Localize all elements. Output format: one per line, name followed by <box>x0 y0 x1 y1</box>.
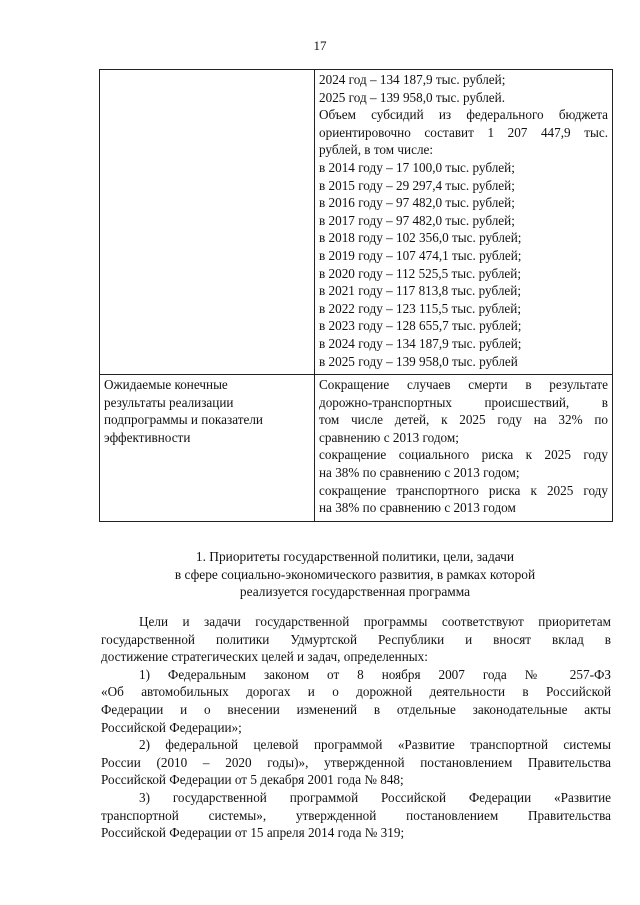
paragraph-line: «Об автомобильных дорогах и о дорожной деятельности в Российской <box>101 684 611 700</box>
table-cell-empty <box>100 70 315 375</box>
paragraph-intro <box>101 613 611 666</box>
paragraph-line: Российской Федерации от 5 декабря 2001 года № 848; <box>101 772 404 788</box>
subsidy-line: рублей, в том числе: <box>319 142 434 158</box>
result-line: Сокращение случаев смерти в результате <box>319 377 608 393</box>
paragraph-line: достижение стратегических целей и задач, определенных: <box>101 649 428 665</box>
year-amount-line: в 2018 году – 102 356,0 тыс. рублей; <box>319 230 522 246</box>
result-line: том числе детей, к 2025 году на 32% по <box>319 412 608 428</box>
result-line: на 38% по сравнению с 2013 годом; <box>319 465 520 481</box>
funding-line: 2024 год – 134 187,9 тыс. рублей; <box>319 72 506 87</box>
paragraph-item-3 <box>101 789 611 842</box>
paragraph-line: 3) государственной программой Российской Федерации «Развитие <box>139 789 611 805</box>
paragraph-item-2 <box>101 736 611 789</box>
year-amount-line: в 2017 году – 97 482,0 тыс. рублей; <box>319 212 515 228</box>
paragraph-line: Российской Федерации»; <box>101 719 242 735</box>
table-cell-funding <box>315 70 613 375</box>
label-line: Ожидаемые конечные <box>104 377 228 393</box>
paragraph-item-1 <box>101 666 611 736</box>
paragraph-line: Российской Федерации от 15 апреля 2014 года № 319; <box>101 825 405 841</box>
paragraph-line: Цели и задачи государственной программы соответствуют приоритетам <box>139 614 611 629</box>
program-passport-table <box>99 69 613 522</box>
year-amount-line: в 2021 году – 117 813,8 тыс. рублей; <box>319 283 521 299</box>
heading-line: в сфере социально-экономического развития, в рамках которой <box>174 566 536 582</box>
year-amount-line: в 2024 году – 134 187,9 тыс. рублей; <box>319 335 522 351</box>
label-line: эффективности <box>104 429 191 445</box>
paragraph-line: транспортной системы», утвержденной постановлением Правительства <box>101 807 611 823</box>
table-row <box>100 70 613 375</box>
year-amount-line: в 2023 году – 128 655,7 тыс. рублей; <box>319 318 522 334</box>
paragraph-line: России (2010 – 2020 годы)», утвержденной постановлением Правительства <box>101 754 611 770</box>
body-text <box>101 613 611 842</box>
table-row <box>100 375 613 522</box>
year-amount-line: в 2022 году – 123 115,5 тыс. рублей; <box>319 300 521 316</box>
result-line: дорожно-транспортных происшествий, в <box>319 394 608 410</box>
heading-line: 1. Приоритеты государственной политики, цели, задачи <box>195 549 515 564</box>
paragraph-line: государственной политики Удмуртской Республики и вносят вклад в <box>101 631 611 647</box>
heading-line: реализуется государственная программа <box>239 584 471 600</box>
table-cell-label <box>100 375 315 522</box>
subsidy-line: Объем субсидий из федерального бюджета <box>319 107 608 123</box>
page-number: 17 <box>313 38 327 53</box>
paragraph-line: 1) Федеральным законом от 8 ноября 2007 года № 257-ФЗ <box>139 666 611 682</box>
paragraph-line: 2) федеральной целевой программой «Развитие транспортной системы <box>139 737 611 753</box>
subsidy-line: ориентировочно составит 1 207 447,9 тыс. <box>319 124 608 140</box>
label-line: результаты реализации <box>104 394 234 410</box>
section-heading <box>110 548 600 601</box>
result-line: сокращение транспортного риска к 2025 году <box>319 482 608 498</box>
result-line: сокращение социального риска к 2025 году <box>319 447 608 463</box>
result-line: сравнению с 2013 годом; <box>319 429 459 445</box>
year-amount-line: в 2014 году – 17 100,0 тыс. рублей; <box>319 159 515 175</box>
year-amount-line: в 2020 году – 112 525,5 тыс. рублей; <box>319 265 521 281</box>
year-amount-line: в 2019 году – 107 474,1 тыс. рублей; <box>319 247 522 263</box>
paragraph-line: Федерации и о внесении изменений в отдельные законодательные акты <box>101 701 611 717</box>
table-cell-results <box>315 375 613 522</box>
year-amount-line: в 2025 году – 139 958,0 тыс. рублей <box>319 353 518 369</box>
label-line: подпрограммы и показатели <box>104 412 263 428</box>
funding-line: 2025 год – 139 958,0 тыс. рублей. <box>319 89 505 105</box>
result-line: на 38% по сравнению с 2013 годом <box>319 500 516 516</box>
year-amount-line: в 2015 году – 29 297,4 тыс. рублей; <box>319 177 515 193</box>
year-amount-line: в 2016 году – 97 482,0 тыс. рублей; <box>319 195 515 211</box>
